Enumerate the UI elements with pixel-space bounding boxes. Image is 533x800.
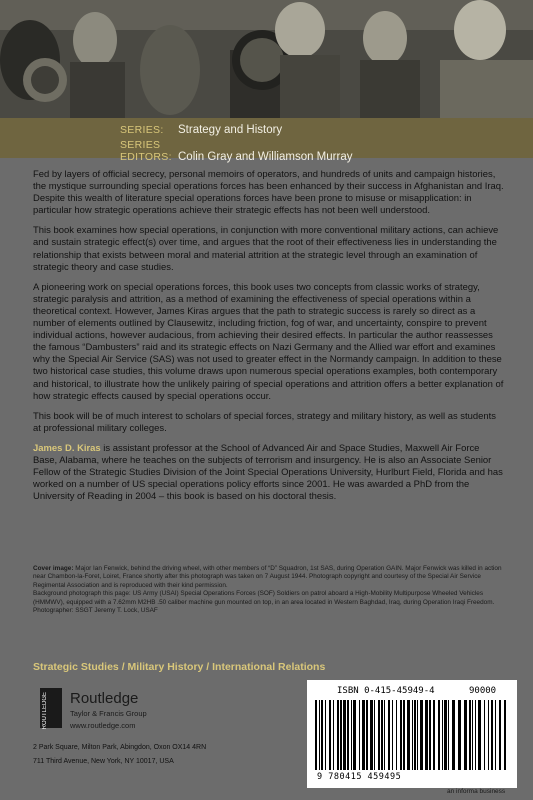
publisher-website: www.routledge.com: [70, 721, 136, 730]
barcode-bar: [407, 700, 410, 770]
barcode-bar: [438, 700, 440, 770]
barcode-bar: [392, 700, 393, 770]
barcode-bar: [484, 700, 485, 770]
barcode-bar: [464, 700, 467, 770]
background-credit-text: Background photograph this page: US Army (USAI) Special Operations Forces (SOF) Soldiers on patrol aboard a High-Mobility Multipurpose Wheeled Vehicles (HMMWV), equipped with a 7.62mm M2HB .50 caliber machine gun mounted on top, in an area located in Western Baghdad, Iraq, during Operation Iraqi Freedom. Photographer: SSGT Jeremy T. Lock, USAF: [33, 590, 495, 615]
cover-credit-text: Major Ian Fenwick, behind the driving wheel, with other members of “D” Squadron, 1st SAS, during Operation GAIN. Major Fenwick was killed in action near Chambon-la-Foret, Loiret, France shortly after this photograph was taken on 7 August 1944. Photograph copyright and courtesy of the Special Air Service Regimental Association and is reproduced with their kind permission.: [33, 565, 502, 589]
barcode-bar: [353, 700, 356, 770]
price-code: 90000: [469, 686, 497, 696]
series-value: Strategy and History: [178, 124, 283, 136]
blurb-paragraph: A pioneering work on special operations forces, this book uses two concepts from classic works of strategy, strategic paralysis and attrition, as a method of examining the effectiveness of special operations within a theoretical context. However, James Kiras argues that the path to strategic success is rarely so direct as a number of elements outlined by Clausewitz, including friction, fog of war, and uncertainty, conspire to prevent individual actions, however audacious, from achieving their desired effects. In particular the author reassesses the famous “Dambusters” raid and its strategic effects on Nazi Germany and the Allied war effort and examines why the Special Air Service (SAS) was not used to greater effect in the Normandy campaign. In addition to these two historical case studies, this volume draws upon numerous special operations examples, both contemporary and historical, to illustrate how the unlikely pairing of special operations and attrition offers a better explanation of how strategic effects caused by special operations occur.: [33, 281, 504, 402]
barcode-bars: [315, 700, 509, 772]
barcode-bar: [362, 700, 365, 770]
barcode-bar: [452, 700, 455, 770]
barcode-bar: [425, 700, 428, 770]
series-editors-label: SERIES EDITORS:: [120, 139, 172, 163]
barcode-bar: [458, 700, 461, 770]
routledge-logo: ROUTLEDGE: [40, 688, 62, 728]
barcode-bar: [400, 700, 402, 770]
barcode-bar: [325, 700, 326, 770]
cover-credit-label: Cover image:: [33, 565, 74, 572]
barcode-bar: [469, 700, 471, 770]
barcode-bar: [340, 700, 342, 770]
barcode-bar: [343, 700, 346, 770]
barcode-bar: [329, 700, 331, 770]
barcode-bar: [475, 700, 476, 770]
barcode-bar: [448, 700, 449, 770]
isbn-barcode: [307, 680, 517, 788]
barcode-bar: [359, 700, 360, 770]
blurb-paragraph: This book examines how special operations, in conjunction with more conventional military actions, can achieve and sustain strategic effect(s) over time, and argues that the root of their effectiveness lies in understanding the relationship that exists between moral and material attrition at the strategic level through an examination of strategic theory and case studies.: [33, 225, 499, 273]
series-label: SERIES:: [120, 124, 164, 136]
barcode-bar: [384, 700, 385, 770]
barcode-bar: [442, 700, 443, 770]
isbn-text: ISBN 0-415-45949-4: [337, 686, 435, 696]
barcode-bar: [321, 700, 323, 770]
barcode-bar: [412, 700, 413, 770]
barcode-bar: [491, 700, 493, 770]
barcode-bar: [420, 700, 423, 770]
barcode-bar: [347, 700, 349, 770]
barcode-bar: [319, 700, 320, 770]
barcode-bar: [378, 700, 380, 770]
barcode-bar: [337, 700, 339, 770]
informa-tagline: an informa business: [447, 788, 506, 795]
barcode-bar: [333, 700, 334, 770]
blurb: [33, 169, 505, 511]
barcode-bar: [351, 700, 352, 770]
barcode-bar: [403, 700, 405, 770]
author-name: James D. Kiras: [33, 442, 101, 454]
publisher-group: Taylor & Francis Group: [70, 709, 147, 718]
barcode-bar: [315, 700, 317, 770]
barcode-bar: [381, 700, 383, 770]
barcode-bar: [396, 700, 397, 770]
blurb-paragraph: Fed by layers of official secrecy, personal memoirs of operators, and hundreds of units and campaign histories, the mystique surrounding special operations forces has been enhanced by their success in Afghanistan and Iraq. Despite this wealth of literature special operations forces have been prone to misuse or misapplication: in particular how strategic operations achieve their strategic effects has not been well understood.: [33, 169, 504, 217]
barcode-bar: [433, 700, 435, 770]
publisher-name: Routledge: [70, 690, 139, 707]
series-editors-row: [120, 139, 352, 163]
barcode-bar: [478, 700, 481, 770]
series-row: [120, 124, 282, 136]
barcode-bar: [414, 700, 416, 770]
barcode-bar: [388, 700, 390, 770]
publisher-address-us: 711 Third Avenue, New York, NY 10017, USA: [33, 758, 174, 765]
barcode-bar: [495, 700, 496, 770]
barcode-bar: [429, 700, 431, 770]
series-editors-value: Colin Gray and Williamson Murray: [178, 151, 353, 163]
author-bio: [33, 443, 505, 503]
image-credits: [33, 565, 509, 615]
barcode-bar: [370, 700, 373, 770]
barcode-bar: [504, 700, 506, 770]
barcode-bar: [444, 700, 447, 770]
subject-categories: Strategic Studies / Military History / International Relations: [33, 661, 326, 673]
blurb-paragraph: This book will be of much interest to scholars of special forces, strategy and military history, as well as students at professional military colleges.: [33, 410, 496, 434]
series-band: [0, 118, 533, 163]
barcode-bar: [366, 700, 368, 770]
barcode-bar: [499, 700, 501, 770]
cover-photo: [0, 0, 533, 118]
barcode-bar: [472, 700, 473, 770]
barcode-bar: [488, 700, 489, 770]
author-bio-text: is assistant professor at the School of Advanced Air and Space Studies, Maxwell Air Force Base, Alabama, where he teaches on the subjects of terrorism and insurgency. He is also an Associate Senior Fellow of the Strategic Studies Division of the Joint Special Operations University, Hurlburt Field, Florida and has worked on a number of US special operations policy efforts since 2001. He was awarded a PhD from the University of Reading in 2004 – this book is based on his doctoral thesis.: [33, 442, 503, 503]
ean-digits: 9 780415 459495: [317, 772, 402, 782]
barcode-bar: [417, 700, 418, 770]
barcode-bar: [374, 700, 375, 770]
publisher-address-uk: 2 Park Square, Milton Park, Abingdon, Oxon OX14 4RN: [33, 744, 207, 751]
